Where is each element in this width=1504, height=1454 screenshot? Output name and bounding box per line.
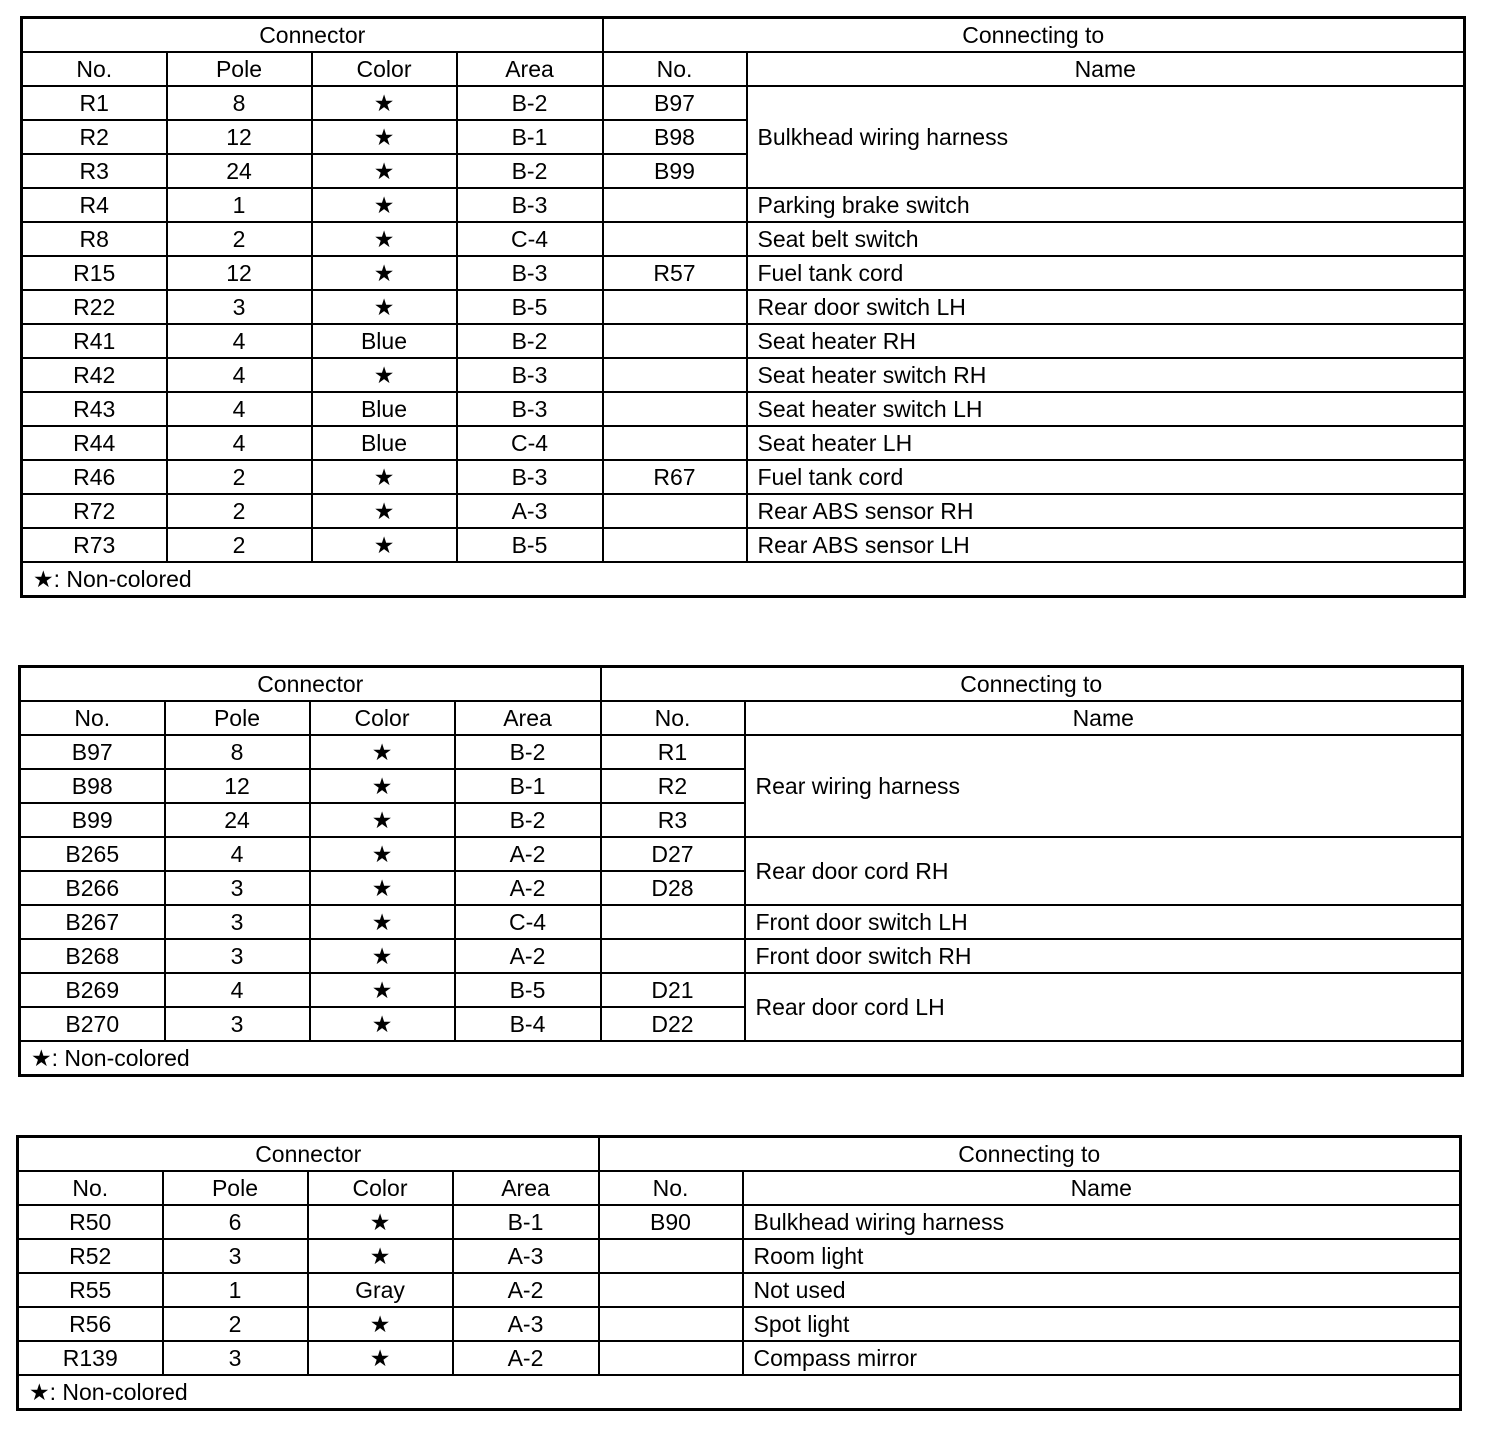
pole-cell: 3 bbox=[165, 1007, 310, 1041]
table-row bbox=[18, 1205, 1461, 1239]
pole-cell: 4 bbox=[167, 426, 312, 460]
color-cell: Blue bbox=[312, 426, 457, 460]
table-row bbox=[18, 1239, 1461, 1273]
connector-no-cell: R41 bbox=[22, 324, 167, 358]
connecting-no-cell bbox=[601, 905, 745, 939]
area-cell: C-4 bbox=[457, 222, 603, 256]
connecting-no-cell: B90 bbox=[599, 1205, 743, 1239]
area-cell: B-2 bbox=[457, 324, 603, 358]
area-cell: A-3 bbox=[453, 1239, 599, 1273]
connecting-name-cell: Seat heater switch LH bbox=[747, 392, 1465, 426]
area-cell: A-2 bbox=[455, 939, 601, 973]
connecting-name-cell: Room light bbox=[743, 1239, 1461, 1273]
table-row bbox=[20, 837, 1463, 871]
color-header: Color bbox=[310, 701, 455, 735]
no-header: No. bbox=[18, 1171, 163, 1205]
pole-cell: 4 bbox=[167, 324, 312, 358]
color-cell: ★ bbox=[312, 290, 457, 324]
table-row bbox=[22, 392, 1465, 426]
connector-no-cell: R52 bbox=[18, 1239, 163, 1273]
connector-no-cell: R42 bbox=[22, 358, 167, 392]
connecting-no-cell bbox=[599, 1273, 743, 1307]
pole-cell: 4 bbox=[167, 358, 312, 392]
area-cell: B-2 bbox=[455, 803, 601, 837]
table-row bbox=[20, 973, 1463, 1007]
pole-cell: 1 bbox=[163, 1273, 308, 1307]
color-cell: ★ bbox=[310, 871, 455, 905]
area-cell: B-2 bbox=[457, 154, 603, 188]
pole-cell: 3 bbox=[163, 1341, 308, 1375]
connector-no-cell: B269 bbox=[20, 973, 165, 1007]
table-row bbox=[22, 290, 1465, 324]
pole-cell: 2 bbox=[167, 222, 312, 256]
table-row bbox=[22, 426, 1465, 460]
area-cell: B-3 bbox=[457, 392, 603, 426]
connecting-name-cell: Fuel tank cord bbox=[747, 256, 1465, 290]
color-cell: ★ bbox=[310, 803, 455, 837]
color-header: Color bbox=[308, 1171, 453, 1205]
color-cell: ★ bbox=[308, 1239, 453, 1273]
area-cell: B-5 bbox=[457, 528, 603, 562]
connecting-no-cell: D22 bbox=[601, 1007, 745, 1041]
connecting-no-header: No. bbox=[601, 701, 745, 735]
connecting-to-header: Connecting to bbox=[601, 667, 1463, 702]
connector-no-cell: R50 bbox=[18, 1205, 163, 1239]
table-row bbox=[20, 905, 1463, 939]
area-cell: B-4 bbox=[455, 1007, 601, 1041]
color-cell: ★ bbox=[312, 358, 457, 392]
color-cell: ★ bbox=[308, 1341, 453, 1375]
connector-no-cell: B265 bbox=[20, 837, 165, 871]
pole-cell: 12 bbox=[167, 120, 312, 154]
connecting-name-cell: Rear ABS sensor LH bbox=[747, 528, 1465, 562]
connecting-no-cell bbox=[599, 1341, 743, 1375]
pole-cell: 2 bbox=[167, 528, 312, 562]
color-cell: ★ bbox=[312, 460, 457, 494]
connecting-no-cell bbox=[603, 392, 747, 426]
connector-no-cell: R56 bbox=[18, 1307, 163, 1341]
color-cell: Gray bbox=[308, 1273, 453, 1307]
connecting-no-cell: D28 bbox=[601, 871, 745, 905]
area-cell: C-4 bbox=[455, 905, 601, 939]
connector-header: Connector bbox=[18, 1137, 599, 1172]
connector-no-cell: R15 bbox=[22, 256, 167, 290]
area-cell: A-3 bbox=[457, 494, 603, 528]
color-cell: ★ bbox=[312, 188, 457, 222]
name-header: Name bbox=[745, 701, 1463, 735]
table-row bbox=[22, 324, 1465, 358]
pole-header: Pole bbox=[165, 701, 310, 735]
connector-header: Connector bbox=[22, 18, 603, 53]
connector-no-cell: B97 bbox=[20, 735, 165, 769]
connecting-name-cell: Front door switch RH bbox=[745, 939, 1463, 973]
pole-cell: 4 bbox=[165, 973, 310, 1007]
connecting-no-cell bbox=[603, 494, 747, 528]
non-colored-note: ★: Non-colored bbox=[22, 562, 1465, 597]
connecting-name-cell: Fuel tank cord bbox=[747, 460, 1465, 494]
pole-cell: 2 bbox=[167, 460, 312, 494]
color-cell: ★ bbox=[312, 86, 457, 120]
color-cell: Blue bbox=[312, 324, 457, 358]
connecting-name-cell: Rear door cord LH bbox=[745, 973, 1463, 1041]
pole-header: Pole bbox=[167, 52, 312, 86]
table-row bbox=[20, 939, 1463, 973]
no-header: No. bbox=[20, 701, 165, 735]
pole-cell: 12 bbox=[165, 769, 310, 803]
connecting-no-cell bbox=[603, 188, 747, 222]
table-row bbox=[22, 460, 1465, 494]
pole-cell: 2 bbox=[167, 494, 312, 528]
area-cell: B-3 bbox=[457, 188, 603, 222]
color-cell: ★ bbox=[310, 939, 455, 973]
area-cell: C-4 bbox=[457, 426, 603, 460]
connector-no-cell: R139 bbox=[18, 1341, 163, 1375]
connecting-name-cell: Front door switch LH bbox=[745, 905, 1463, 939]
area-cell: A-2 bbox=[453, 1341, 599, 1375]
area-cell: B-2 bbox=[457, 86, 603, 120]
color-cell: ★ bbox=[312, 154, 457, 188]
table-row bbox=[22, 494, 1465, 528]
connector-no-cell: B267 bbox=[20, 905, 165, 939]
color-cell: ★ bbox=[310, 735, 455, 769]
pole-cell: 12 bbox=[167, 256, 312, 290]
area-header: Area bbox=[457, 52, 603, 86]
connecting-to-header: Connecting to bbox=[599, 1137, 1461, 1172]
area-cell: B-1 bbox=[455, 769, 601, 803]
color-cell: ★ bbox=[310, 837, 455, 871]
connecting-no-cell: B99 bbox=[603, 154, 747, 188]
area-cell: B-3 bbox=[457, 358, 603, 392]
connector-no-cell: R44 bbox=[22, 426, 167, 460]
connecting-name-cell: Rear door cord RH bbox=[745, 837, 1463, 905]
color-header: Color bbox=[312, 52, 457, 86]
table-row bbox=[18, 1341, 1461, 1375]
pole-cell: 1 bbox=[167, 188, 312, 222]
color-cell: ★ bbox=[312, 222, 457, 256]
connecting-name-cell: Seat heater RH bbox=[747, 324, 1465, 358]
connector-no-cell: R22 bbox=[22, 290, 167, 324]
table-row bbox=[22, 222, 1465, 256]
connector-no-cell: B270 bbox=[20, 1007, 165, 1041]
area-cell: B-5 bbox=[455, 973, 601, 1007]
connector-table-1 bbox=[20, 16, 1466, 598]
connecting-name-cell: Compass mirror bbox=[743, 1341, 1461, 1375]
connecting-no-cell: R2 bbox=[601, 769, 745, 803]
area-cell: B-1 bbox=[453, 1205, 599, 1239]
connecting-name-cell: Not used bbox=[743, 1273, 1461, 1307]
area-cell: A-3 bbox=[453, 1307, 599, 1341]
connecting-no-cell: R3 bbox=[601, 803, 745, 837]
table-row bbox=[22, 528, 1465, 562]
connecting-no-cell bbox=[603, 222, 747, 256]
color-cell: ★ bbox=[312, 256, 457, 290]
connecting-no-cell: R67 bbox=[603, 460, 747, 494]
connector-no-cell: R55 bbox=[18, 1273, 163, 1307]
name-header: Name bbox=[747, 52, 1465, 86]
color-cell: ★ bbox=[310, 1007, 455, 1041]
table-row bbox=[22, 256, 1465, 290]
connecting-name-cell: Spot light bbox=[743, 1307, 1461, 1341]
connector-no-cell: R1 bbox=[22, 86, 167, 120]
pole-cell: 2 bbox=[163, 1307, 308, 1341]
connecting-name-cell: Seat heater switch RH bbox=[747, 358, 1465, 392]
table-row bbox=[18, 1307, 1461, 1341]
connector-table-2 bbox=[18, 665, 1464, 1077]
color-cell: ★ bbox=[310, 905, 455, 939]
area-cell: B-1 bbox=[457, 120, 603, 154]
connecting-no-cell: D27 bbox=[601, 837, 745, 871]
area-header: Area bbox=[455, 701, 601, 735]
connecting-no-cell bbox=[603, 324, 747, 358]
connecting-no-cell: R57 bbox=[603, 256, 747, 290]
name-header: Name bbox=[743, 1171, 1461, 1205]
pole-cell: 8 bbox=[165, 735, 310, 769]
no-header: No. bbox=[22, 52, 167, 86]
area-cell: A-2 bbox=[453, 1273, 599, 1307]
table-row bbox=[22, 86, 1465, 120]
color-cell: ★ bbox=[310, 973, 455, 1007]
connecting-no-cell: D21 bbox=[601, 973, 745, 1007]
connecting-no-cell bbox=[599, 1307, 743, 1341]
connecting-no-cell bbox=[603, 290, 747, 324]
connector-no-cell: B99 bbox=[20, 803, 165, 837]
area-cell: B-5 bbox=[457, 290, 603, 324]
pole-cell: 4 bbox=[165, 837, 310, 871]
connector-no-cell: R46 bbox=[22, 460, 167, 494]
table-row bbox=[20, 735, 1463, 769]
pole-cell: 3 bbox=[165, 905, 310, 939]
color-cell: ★ bbox=[310, 769, 455, 803]
area-cell: B-3 bbox=[457, 460, 603, 494]
connector-no-cell: R3 bbox=[22, 154, 167, 188]
connector-no-cell: B268 bbox=[20, 939, 165, 973]
connecting-no-cell bbox=[601, 939, 745, 973]
pole-header: Pole bbox=[163, 1171, 308, 1205]
connector-no-cell: R73 bbox=[22, 528, 167, 562]
connecting-name-cell: Rear door switch LH bbox=[747, 290, 1465, 324]
pole-cell: 24 bbox=[167, 154, 312, 188]
table-row bbox=[22, 188, 1465, 222]
connector-no-cell: R72 bbox=[22, 494, 167, 528]
pole-cell: 8 bbox=[167, 86, 312, 120]
connecting-no-cell: B97 bbox=[603, 86, 747, 120]
pole-cell: 3 bbox=[165, 939, 310, 973]
connecting-name-cell: Rear ABS sensor RH bbox=[747, 494, 1465, 528]
color-cell: ★ bbox=[312, 528, 457, 562]
connecting-no-cell: B98 bbox=[603, 120, 747, 154]
area-header: Area bbox=[453, 1171, 599, 1205]
connecting-no-cell bbox=[603, 426, 747, 460]
connecting-name-cell: Bulkhead wiring harness bbox=[743, 1205, 1461, 1239]
connecting-no-header: No. bbox=[599, 1171, 743, 1205]
connecting-name-cell: Seat heater LH bbox=[747, 426, 1465, 460]
area-cell: A-2 bbox=[455, 871, 601, 905]
color-cell: ★ bbox=[312, 494, 457, 528]
pole-cell: 3 bbox=[163, 1239, 308, 1273]
connecting-no-cell bbox=[603, 528, 747, 562]
connecting-name-cell: Seat belt switch bbox=[747, 222, 1465, 256]
table-row bbox=[18, 1273, 1461, 1307]
connector-no-cell: R43 bbox=[22, 392, 167, 426]
connector-table-3 bbox=[16, 1135, 1462, 1411]
pole-cell: 3 bbox=[167, 290, 312, 324]
connecting-name-cell: Bulkhead wiring harness bbox=[747, 86, 1465, 188]
connecting-no-cell bbox=[599, 1239, 743, 1273]
connector-no-cell: R4 bbox=[22, 188, 167, 222]
pole-cell: 24 bbox=[165, 803, 310, 837]
color-cell: Blue bbox=[312, 392, 457, 426]
connecting-no-header: No. bbox=[603, 52, 747, 86]
area-cell: B-3 bbox=[457, 256, 603, 290]
table-row bbox=[22, 358, 1465, 392]
pole-cell: 4 bbox=[167, 392, 312, 426]
connecting-name-cell: Rear wiring harness bbox=[745, 735, 1463, 837]
connector-no-cell: B266 bbox=[20, 871, 165, 905]
connecting-no-cell bbox=[603, 358, 747, 392]
pole-cell: 6 bbox=[163, 1205, 308, 1239]
color-cell: ★ bbox=[308, 1307, 453, 1341]
non-colored-note: ★: Non-colored bbox=[20, 1041, 1463, 1076]
color-cell: ★ bbox=[312, 120, 457, 154]
non-colored-note: ★: Non-colored bbox=[18, 1375, 1461, 1410]
connector-header: Connector bbox=[20, 667, 601, 702]
area-cell: B-2 bbox=[455, 735, 601, 769]
connecting-to-header: Connecting to bbox=[603, 18, 1465, 53]
connecting-no-cell: R1 bbox=[601, 735, 745, 769]
pole-cell: 3 bbox=[165, 871, 310, 905]
connector-no-cell: B98 bbox=[20, 769, 165, 803]
connector-no-cell: R8 bbox=[22, 222, 167, 256]
color-cell: ★ bbox=[308, 1205, 453, 1239]
area-cell: A-2 bbox=[455, 837, 601, 871]
connecting-name-cell: Parking brake switch bbox=[747, 188, 1465, 222]
connector-no-cell: R2 bbox=[22, 120, 167, 154]
